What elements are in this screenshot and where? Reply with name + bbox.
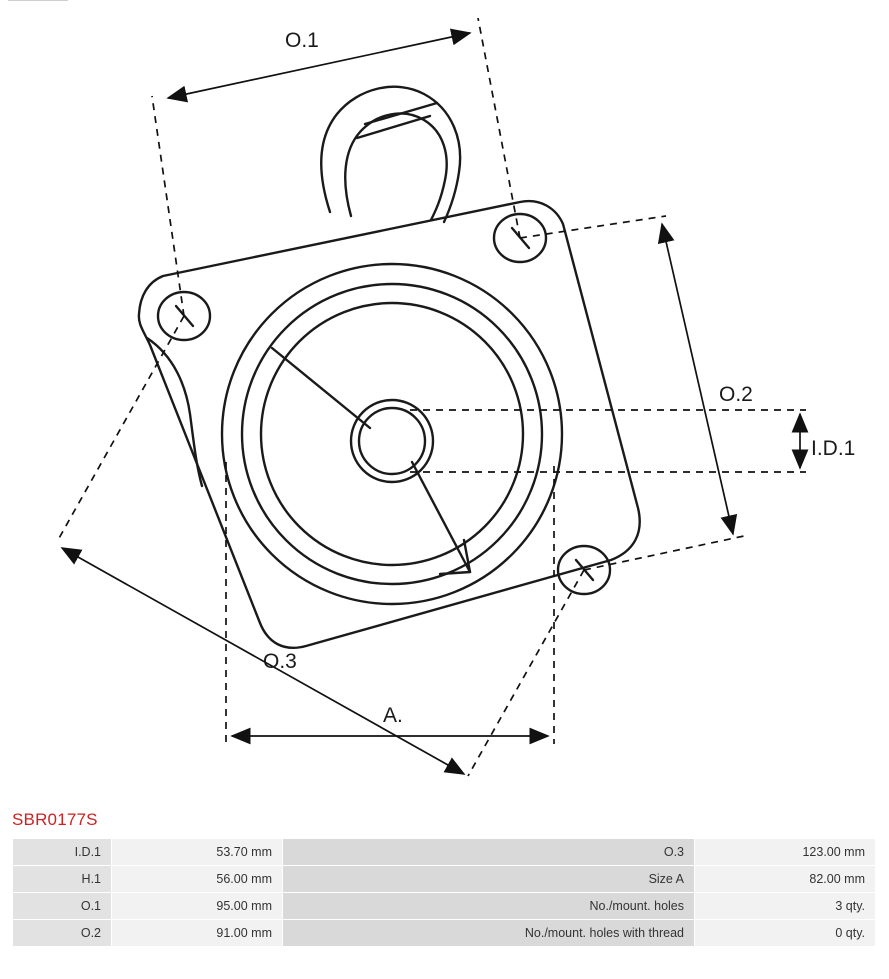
specifications-table (12, 838, 876, 947)
label-id1: I.D.1 (811, 437, 856, 460)
spec-value: 123.00 mm (695, 839, 876, 866)
label-o1: O.1 (285, 29, 319, 52)
spec-label: O.1 (13, 893, 112, 920)
label-o2: O.2 (719, 383, 753, 406)
spec-value: 91.00 mm (112, 920, 283, 947)
spec-label: H.1 (13, 866, 112, 893)
table-row (13, 920, 876, 947)
spec-label: No./mount. holes with thread (283, 920, 695, 947)
label-a: A. (383, 704, 403, 727)
spec-label: Size A (283, 866, 695, 893)
table-row (13, 839, 876, 866)
part-code: SBR0177S (12, 810, 98, 829)
table-row (13, 866, 876, 893)
spec-value: 53.70 mm (112, 839, 283, 866)
spec-label: O.2 (13, 920, 112, 947)
spec-value: 95.00 mm (112, 893, 283, 920)
spec-label: No./mount. holes (283, 893, 695, 920)
spec-value: 3 qty. (695, 893, 876, 920)
spec-label: I.D.1 (13, 839, 112, 866)
dimension-labels (263, 29, 855, 727)
spec-value: 0 qty. (695, 920, 876, 947)
spec-value: 82.00 mm (695, 866, 876, 893)
spec-value: 56.00 mm (112, 866, 283, 893)
housing-outline (139, 87, 640, 648)
label-o3: O.3 (263, 650, 297, 673)
table-row (13, 893, 876, 920)
spec-label: O.3 (283, 839, 695, 866)
